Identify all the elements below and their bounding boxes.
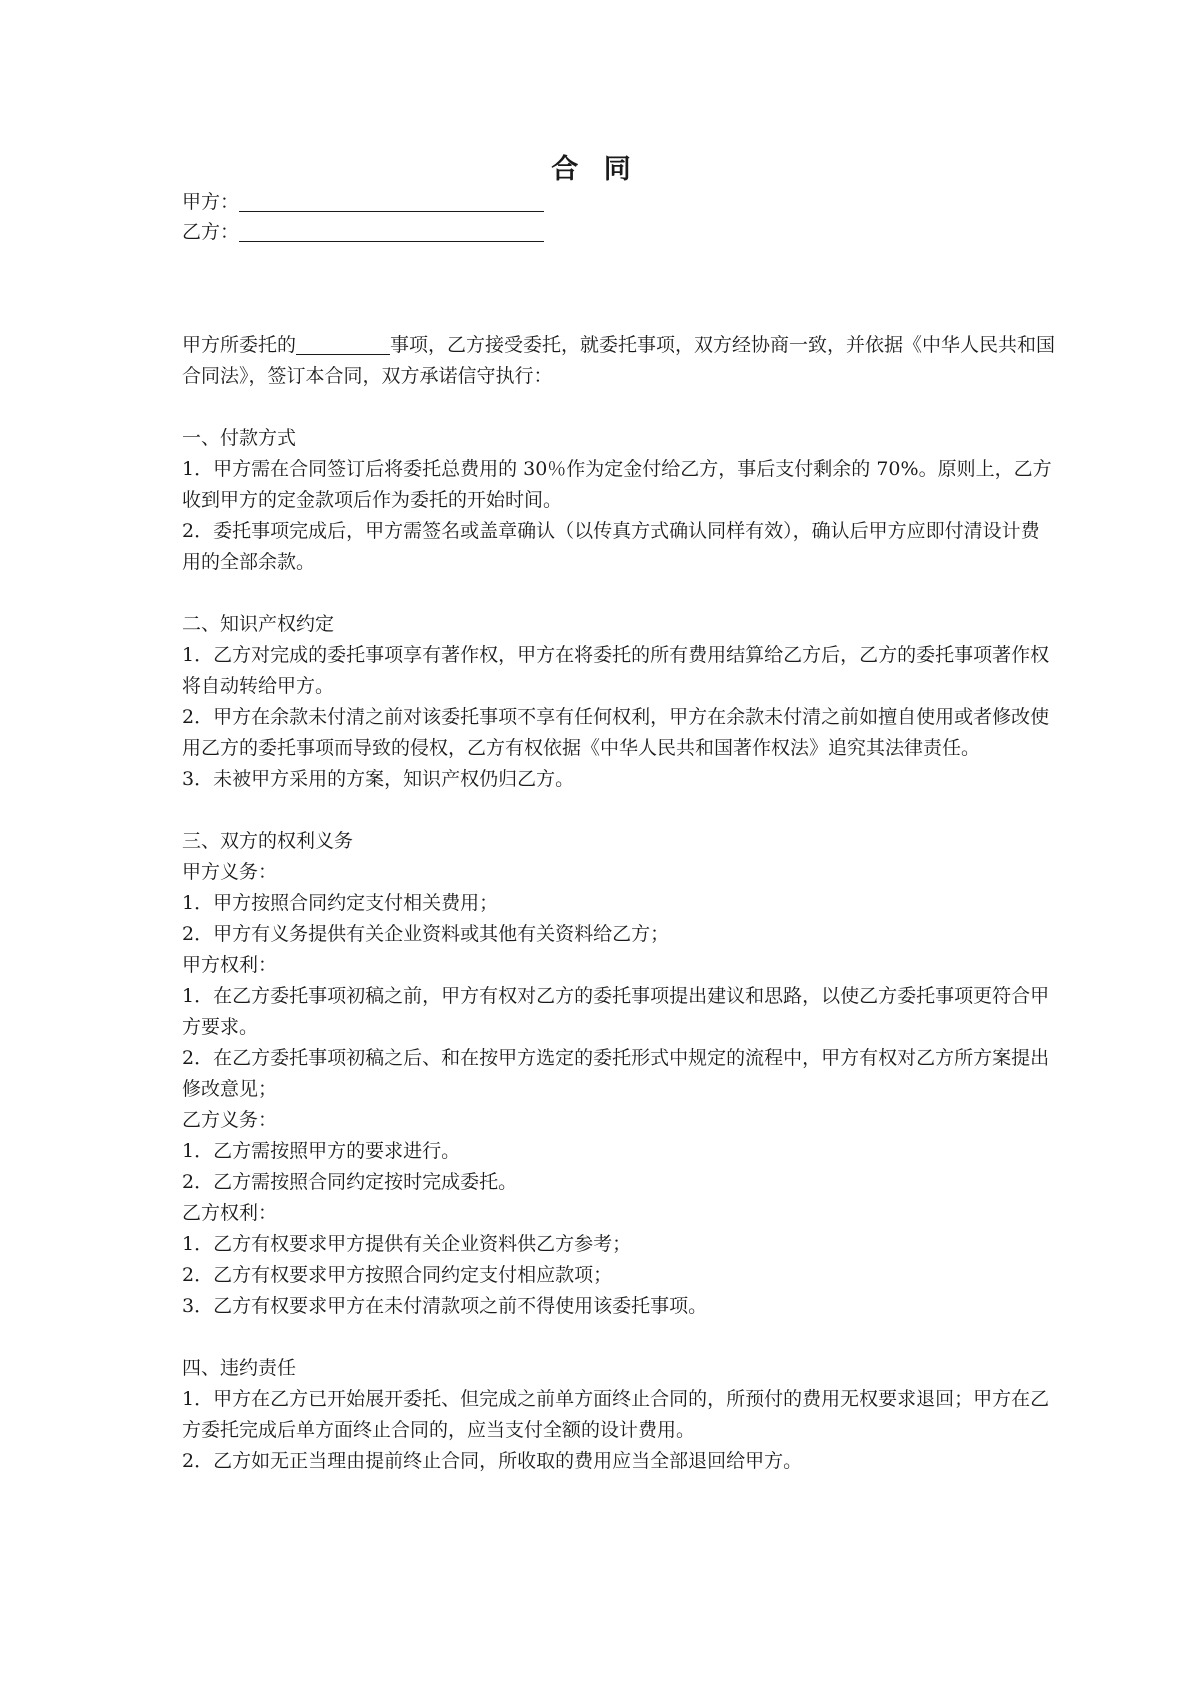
party-a-right-label: 甲方权利： — [182, 954, 278, 976]
section-2-heading: 二、知识产权约定 — [182, 613, 335, 635]
party-a-right-item: 1．在乙方委托事项初稿之前，甲方有权对乙方的委托事项提出建议和思路，以使乙方委托事项更符合甲方要求。 — [182, 985, 1050, 1038]
section-1-item: 1．甲方需在合同签订后将委托总费用的 30％作为定金付给乙方，事后支付剩余的 70%。原则上，乙方收到甲方的定金款项后作为委托的开始时间。 — [182, 458, 1052, 511]
party-b-blank — [239, 221, 544, 242]
document-title: 合 同 — [551, 154, 639, 185]
section-3-heading: 三、双方的权利义务 — [182, 830, 354, 852]
party-b-right-item: 3．乙方有权要求甲方在未付清款项之前不得使用该委托事项。 — [182, 1295, 708, 1317]
section-2-item: 1．乙方对完成的委托事项享有著作权，甲方在将委托的所有费用结算给乙方后，乙方的委托事项著作权将自动转给甲方。 — [182, 644, 1050, 697]
section-1-item: 2．委托事项完成后，甲方需签名或盖章确认（以传真方式确认同样有效），确认后甲方应即付清设计费用的全部余款。 — [182, 520, 1040, 573]
party-b-right-item: 1．乙方有权要求甲方提供有关企业资料供乙方参考； — [182, 1233, 632, 1255]
party-a-right-item: 2．在乙方委托事项初稿之后、和在按甲方选定的委托形式中规定的流程中，甲方有权对乙方所方案提出修改意见； — [182, 1047, 1050, 1100]
intro-before: 甲方所委托的 — [182, 334, 297, 356]
party-a-blank — [239, 191, 544, 212]
intro-after: 事项，乙方接受委托，就委托事项，双方经协商一致，并依据《中华人民共和国合同法》，签订本合同，双方承诺信守执行： — [182, 334, 1056, 387]
party-a-duty-item: 2．甲方有义务提供有关企业资料或其他有关资料给乙方； — [182, 923, 670, 945]
section-4-item: 1．甲方在乙方已开始展开委托、但完成之前单方面终止合同的，所预付的费用无权要求退回；甲方在乙方委托完成后单方面终止合同的，应当支付全额的设计费用。 — [182, 1388, 1050, 1441]
contract-body — [182, 330, 1058, 1477]
party-b-right-label: 乙方权利： — [182, 1202, 278, 1224]
section-2-item: 2．甲方在余款未付清之前对该委托事项不享有任何权利，甲方在余款未付清之前如擅自使用或者修改使用乙方的委托事项而导致的侵权，乙方有权依据《中华人民共和国著作权法》追究其法律责任。 — [182, 706, 1050, 759]
section-4-heading: 四、违约责任 — [182, 1357, 297, 1379]
party-a-line — [182, 187, 544, 217]
intro-paragraph — [182, 330, 1058, 392]
section-2-item: 3．未被甲方采用的方案，知识产权仍归乙方。 — [182, 768, 575, 790]
party-b-duty-label: 乙方义务： — [182, 1109, 278, 1131]
party-b-duty-item: 1．乙方需按照甲方的要求进行。 — [182, 1140, 461, 1162]
section-1-heading: 一、付款方式 — [182, 427, 297, 449]
party-a-duty-item: 1．甲方按照合同约定支付相关费用； — [182, 892, 499, 914]
party-b-label: 乙方： — [182, 221, 240, 243]
party-b-duty-item: 2．乙方需按照合同约定按时完成委托。 — [182, 1171, 518, 1193]
intro-blank — [296, 334, 390, 355]
section-4-item: 2．乙方如无正当理由提前终止合同，所收取的费用应当全部退回给甲方。 — [182, 1450, 803, 1472]
party-a-duty-label: 甲方义务： — [182, 861, 278, 883]
party-b-line — [182, 217, 544, 247]
party-b-right-item: 2．乙方有权要求甲方按照合同约定支付相应款项； — [182, 1264, 613, 1286]
party-a-label: 甲方： — [182, 191, 240, 213]
